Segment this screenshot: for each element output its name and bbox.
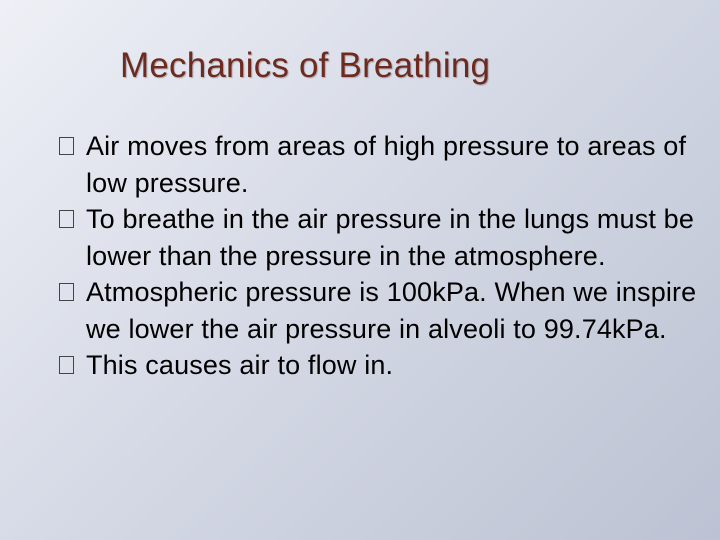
bullet-item-breathe-in [55, 201, 715, 274]
bullet-list [55, 128, 715, 384]
bullet-glyph-icon [59, 210, 74, 228]
bullet-item-air-flow [55, 347, 715, 384]
bullet-text: This causes air to flow in. [86, 350, 394, 380]
bullet-glyph-icon [59, 283, 74, 301]
bullet-item-atmospheric-pressure [55, 274, 715, 347]
bullet-text: To breathe in the air pressure in the lungs must be lower than the pressure in the atmosphere. [86, 204, 694, 271]
bullet-glyph-icon [59, 137, 74, 155]
bullet-item-air-moves [55, 128, 715, 201]
bullet-text: Atmospheric pressure is 100kPa. When we inspire we lower the air pressure in alveoli to 99.74kPa. [86, 277, 697, 344]
bullet-glyph-icon [59, 356, 74, 374]
slide-title: Mechanics of Breathing [120, 46, 491, 85]
bullet-text: Air moves from areas of high pressure to areas of low pressure. [86, 131, 687, 198]
